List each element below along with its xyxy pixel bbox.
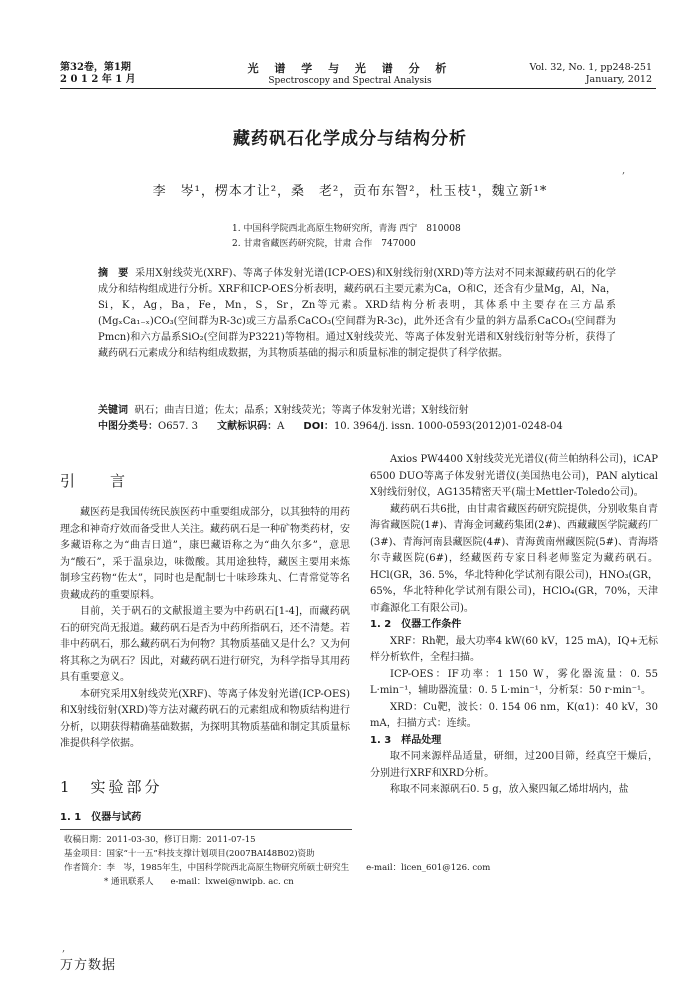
footnote-received: 收稿日期：2011-03-30，修订日期：2011-07-15 — [64, 835, 256, 845]
footnote-corresponding: * 通讯联系人 e-mail：lxwei@nwipb. ac. cn — [104, 877, 294, 887]
classification-line — [98, 419, 616, 435]
volume-issue-en: Vol. 32, No. 1, pp248-251 — [529, 62, 652, 73]
instruments-paragraph: Axios PW4400 X射线荧光光谱仪(荷兰帕纳科公司)，iCAP 6500 DUO等离子体发射光谱仪(美国热电公司)，PAN alytical X射线衍射仪，AG135精密天平(瑞士Mettler-Toledo公司)。 — [370, 454, 658, 498]
keywords-label: 关键词 — [98, 405, 128, 416]
abstract-label: 摘 要 — [98, 268, 129, 279]
prep-paragraph-2: 称取不同来源矾石0. 5 g，放入聚四氟乙烯坩埚内，盐 — [390, 784, 629, 795]
affiliations — [232, 222, 461, 252]
running-header-right — [529, 62, 652, 86]
stray-mark: , — [622, 165, 626, 176]
affiliation-2: 2. 甘肃省藏医药研究院，甘肃 合作 747000 — [232, 239, 416, 249]
journal-name-en: Spectroscopy and Spectral Analysis — [268, 76, 432, 86]
intro-paragraph-2: 目前，关于矾石的文献报道主要为中药矾石[1-4]，而藏药矾石的研究尚无报道。藏药矾石是否为中药所指矾石，还不清楚。若非中药矾石，那么藏药矾石为何物？其物质基础又是什么？又为何将其称之为矾石？因此，对藏药矾石进行研究，为科学指导其用药具有重要意义。 — [60, 606, 350, 683]
doi-value: 10. 3964/j. issn. 1000-0593(2012)01-0248-04 — [333, 421, 563, 432]
abstract-text: 采用X射线荧光(XRF)、等离子体发射光谱(ICP-OES)和X射线衍射(XRD)等方法对不同来源藏药矾石的化学成分和结构组成进行分析。XRF和ICP-OES分析表明，藏药矾石主要元素为Ca，O和C，还含有少量Mg，Al，Na，Si，K，Ag，Ba，Fe，Mn，S，Sr，Zn等元素。XRD结构分析表明，其体系中主要存在三方晶系(MgₓCa₁₋ₓ)CO₃(空间群为R-3c)或三方晶系CaCO₃(空间群为R-3c)，此外还含有少量的斜方晶系CaCO₃(空间群为Pmcn)和六方晶系SiO₂(空间群为P3221)等物相。通过X射线荧光、等离子体发射光谱和X射线衍射等分析，获得了藏药矾石元素成分和结构组成数据，为其物质基础的揭示和质量标准的制定提供了科学依据。 — [98, 268, 616, 359]
date-cn: 2 0 1 2 年 1 月 — [60, 74, 136, 85]
date-en: January, 2012 — [585, 74, 652, 85]
volume-issue-cn: 第32卷，第1期 — [60, 62, 131, 73]
footnote-fund: 基金项目：国家“十一五”科技支撑计划项目(2007BAI48B02)资助 — [64, 849, 315, 859]
icp-conditions: ICP-OES：IF功率：1 150 W，雾化器流量：0. 55 L·min⁻¹，辅助器流量：0. 5 L·min⁻¹，分析泵：50 r·min⁻¹。 — [370, 668, 658, 696]
doi-label: DOI： — [303, 421, 334, 432]
footnotes — [64, 833, 490, 889]
journal-name-cn: 光 谱 学 与 光 谱 分 析 — [247, 62, 453, 75]
clc-value: O657. 3 — [158, 421, 199, 432]
section-heading-intro: 引 言 — [60, 472, 136, 490]
intro-paragraph-3: 本研究采用X射线荧光(XRF)、等离子体发射光谱(ICP-OES)和X射线衍射(XRD)等方法对藏药矾石的元素组成和物质结构进行分析，以期获得精确基础数据，为探明其物质基础和制定其质量标准提供科学依据。 — [60, 688, 350, 749]
paper-title: 藏药矾石化学成分与结构分析 — [233, 129, 467, 149]
affiliation-1: 1. 中国科学院西北高原生物研究所，青海 西宁 810008 — [232, 224, 461, 234]
header-rule — [60, 88, 656, 89]
footnote-author-bio: 作者简介：李 岑，1985年生，中国科学院西北高原生物研究所硕士研究生 e-mail：licen_601@126. com — [64, 863, 491, 873]
xrd-conditions: XRD：Cu靶，波长：0. 154 06 nm，K(α1)：40 kV，30 mA，扫描方式：连续。 — [370, 701, 658, 729]
scan-mark: , — [62, 943, 66, 954]
footnote-rule — [60, 829, 352, 830]
subsection-1-2: 1. 2 仪器工作条件 — [370, 619, 462, 630]
prep-paragraph-1: 取不同来源样品适量，研细，过200目筛，经真空干燥后，分别进行XRF和XRD分析。 — [370, 751, 658, 779]
keywords-block — [98, 403, 616, 435]
subsection-1-3: 1. 3 样品处理 — [370, 734, 442, 746]
abstract — [98, 266, 616, 362]
samples-paragraph: 藏药矾石共6批，由甘肃省藏医药研究院提供，分别收集自青海省藏医院(1#)、青海金诃藏药集团(2#)、西藏藏医学院藏药厂(3#)、青海河南县藏医院(4#)、青海黄南州藏医院(5#)、青海塔尔寺藏医院(6#)，经藏医药专家日科老师鉴定为藏药矾石。HCl(GR，36. 5%，华北特种化学试剂有限公司)，HNO₃(GR，65%，华北特种化学试剂有限公司)，HClO₄(GR，70%，天津市鑫源化工有限公司)。 — [370, 503, 658, 614]
xrf-conditions: XRF：Rh靶，最大功率4 kW(60 kV，125 mA)，IQ+无标样分析软件，全程扫描。 — [370, 635, 658, 663]
author-list: 李 岑¹，楞本才让²，桑 老²，贡布东智²，杜玉枝¹，魏立新¹* — [152, 184, 548, 199]
right-column — [370, 452, 658, 799]
wanfang-watermark: 万方数据 — [60, 958, 117, 973]
intro-body — [60, 505, 350, 753]
clc-label: 中图分类号： — [98, 421, 158, 432]
doc-code-label: 文献标识码： — [217, 421, 278, 432]
intro-paragraph-1: 藏医药是我国传统民族医药中重要组成部分，以其独特的用药理念和神奇疗效而备受世人关注。藏药矾石是一种矿物类药材，安多藏语称之为“曲吉日道”，康巴藏语称之为“曲久尔多”，意思为“酸石”，采于温泉边，味微酸。其用途独特，藏医主要用来炼制珍宝药物“佐太”，同时也是配制七十味珍珠丸、仁青常觉等名贵藏成药的重要原料。 — [60, 507, 350, 601]
doc-code-value: A — [277, 421, 285, 432]
keywords-text: 矾石；曲吉日道；佐太；晶系；X射线荧光；等离子体发射光谱；X射线衍射 — [134, 405, 469, 416]
subsection-1-1: 1. 1 仪器与试药 — [60, 812, 142, 823]
section-heading-experiment: 1 实验部分 — [60, 778, 163, 796]
